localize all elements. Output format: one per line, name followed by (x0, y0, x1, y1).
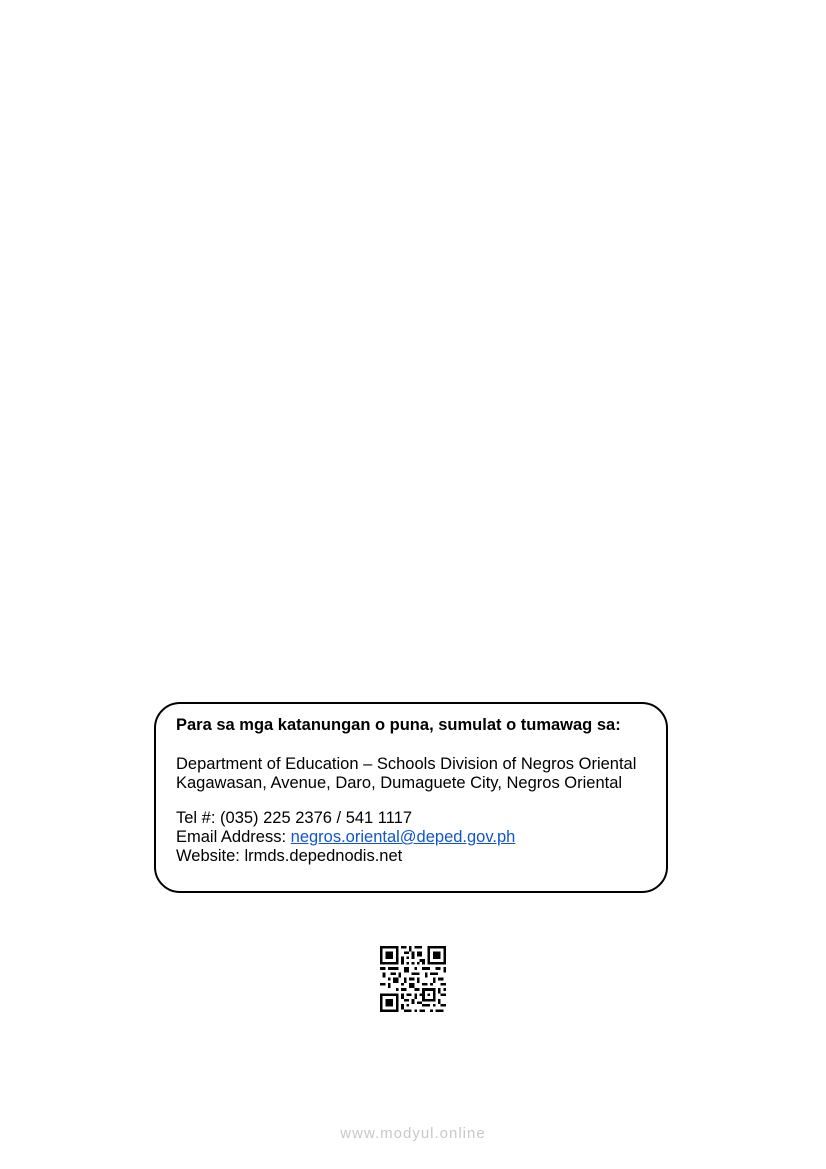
contact-heading: Para sa mga katanungan o puna, sumulat o tumawag sa: (176, 716, 621, 734)
contact-box (154, 702, 668, 893)
email-link[interactable]: negros.oriental@deped.gov.ph (290, 828, 516, 846)
qr-code-icon (380, 946, 446, 1012)
telephone: Tel #: (035) 225 2376 / 541 1117 (176, 809, 413, 827)
website: Website: lrmds.depednodis.net (176, 847, 403, 865)
email-line (176, 828, 666, 847)
watermark-footer: www.modyul.online (340, 1125, 486, 1142)
email-label: Email Address: (176, 828, 291, 846)
address-line-2: Kagawasan, Avenue, Daro, Dumaguete City, Negros Oriental (176, 774, 623, 792)
address-line-1: Department of Education – Schools Division of Negros Oriental (176, 755, 637, 773)
